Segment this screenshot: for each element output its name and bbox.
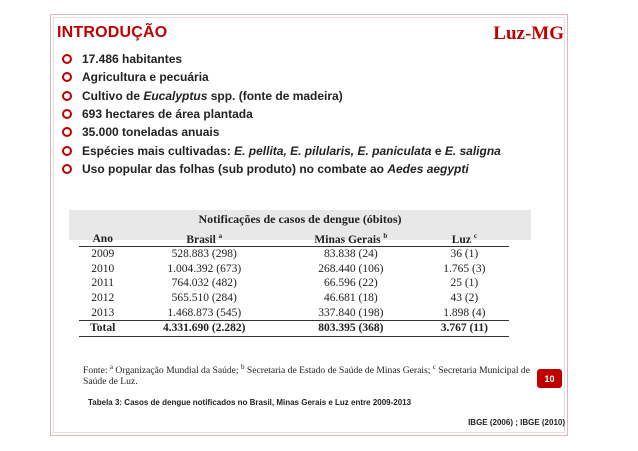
source-part: Organização Mundial da Saúde;	[113, 365, 241, 377]
table-cell: 2013	[91, 306, 115, 319]
table-row	[79, 262, 509, 277]
table-cell: 565.510 (284)	[171, 292, 237, 305]
table-source-note	[83, 362, 539, 387]
column-header-label: Ano	[92, 233, 113, 245]
table-cell: 25 (1)	[450, 277, 479, 290]
source-sup: b	[241, 363, 245, 371]
references: IBGE (2006) ; IBGE (2010)	[468, 418, 565, 427]
table-cell: 3.767 (11)	[420, 320, 509, 336]
column-header	[282, 232, 420, 247]
column-header	[420, 232, 509, 247]
bullet-text-part: Uso popular das folhas (sub produto) no combate ao	[82, 161, 388, 176]
column-header-sup: a	[218, 232, 223, 241]
slide-title: INTRODUÇÃO	[57, 24, 168, 41]
table-title: Notificações de casos de dengue (óbitos)	[198, 212, 402, 226]
bullet-text-part: e	[431, 143, 445, 158]
dengue-table	[79, 232, 509, 337]
table-cell: 43 (2)	[450, 292, 479, 305]
bullet-text: 17.486 habitantes	[82, 52, 183, 67]
table-cell: 66.596 (22)	[324, 277, 378, 290]
source-sup: a	[109, 363, 114, 371]
bullet-item	[62, 105, 501, 123]
table-cell: 46.681 (18)	[324, 292, 378, 305]
source-part: Secretaria de Estado de Saúde de Minas Gerais;	[244, 365, 433, 377]
bullet-item	[62, 68, 501, 86]
bullet-text	[82, 89, 343, 103]
column-header-sup: b	[383, 232, 388, 241]
table-row	[79, 305, 509, 320]
bullet-ring-icon	[62, 72, 72, 82]
bullet-species-name: E. pellita, E. pilularis, E. paniculata	[234, 143, 432, 158]
bullet-text-part: Espécies mais cultivadas:	[82, 143, 235, 158]
bullet-ring-icon	[62, 54, 72, 64]
column-header-sup: c	[473, 232, 477, 241]
table-cell: 4.331.690 (2.282)	[126, 320, 282, 336]
bullet-text: Agricultura e pecuária	[82, 70, 209, 85]
table-cell: 1.898 (4)	[443, 306, 486, 319]
table-cell: 337.840 (198)	[318, 306, 384, 319]
bullet-text	[82, 144, 501, 158]
bullet-text-part: spp. (fonte de madeira)	[207, 88, 343, 103]
bullet-text: 35.000 toneladas anuais	[82, 125, 220, 140]
table-row	[79, 247, 509, 262]
table-cell: 803.395 (368)	[282, 320, 420, 336]
table-cell: 1.765 (3)	[443, 262, 486, 275]
table-cell: 268.440 (106)	[318, 262, 384, 275]
bullet-item	[62, 87, 501, 105]
bullet-text: 693 hectares de área plantada	[82, 107, 253, 122]
table-cell: 2012	[91, 292, 115, 305]
table-cell: 1.468.873 (545)	[167, 306, 242, 319]
bullet-species-name: E. saligna	[444, 143, 501, 158]
bullet-ring-icon	[62, 164, 72, 174]
column-header-label: Luz	[451, 233, 471, 246]
table-cell: Total	[79, 320, 126, 336]
table-total-row	[79, 320, 509, 336]
bullet-ring-icon	[62, 109, 72, 119]
column-header-label: Brasil	[186, 233, 216, 246]
bullet-item	[62, 141, 501, 159]
table-cell: 764.032 (482)	[171, 277, 237, 290]
brand-label: Luz-MG	[493, 23, 564, 44]
column-header	[126, 232, 282, 247]
bullet-text	[82, 162, 469, 176]
bullet-text-part: Cultivo de	[82, 88, 144, 103]
table-cell: 2011	[91, 277, 115, 290]
page-number-badge: 10	[537, 369, 562, 388]
table-cell: 2009	[79, 247, 126, 262]
table-cell: 36 (1)	[420, 247, 509, 262]
table-cell: 1.004.392 (673)	[167, 262, 242, 275]
bullet-species-name: Eucalyptus	[143, 88, 208, 103]
source-prefix: Fonte:	[83, 365, 110, 377]
bullet-ring-icon	[62, 127, 72, 137]
bullet-item	[62, 160, 501, 178]
source-part: Secretaria Municipal de Saúde de Luz.	[83, 365, 530, 388]
column-header	[79, 232, 126, 247]
table-cell: 83.838 (24)	[282, 247, 420, 262]
source-sup: c	[432, 363, 436, 371]
bullet-item	[62, 123, 501, 141]
table-header-row	[79, 232, 509, 247]
bullet-ring-icon	[62, 146, 72, 156]
bullet-item	[62, 50, 501, 68]
table-row	[79, 291, 509, 306]
bullet-list	[62, 50, 501, 178]
table-row	[79, 276, 509, 291]
bullet-species-name: Aedes aegypti	[387, 161, 469, 176]
table-caption: Tabela 3: Casos de dengue notificados no Brasil, Minas Gerais e Luz entre 2009-2013	[88, 398, 412, 407]
table-cell: 528.883 (298)	[126, 247, 282, 262]
bullet-ring-icon	[62, 91, 72, 101]
table-cell: 2010	[91, 262, 115, 275]
column-header-label: Minas Gerais	[314, 233, 381, 246]
